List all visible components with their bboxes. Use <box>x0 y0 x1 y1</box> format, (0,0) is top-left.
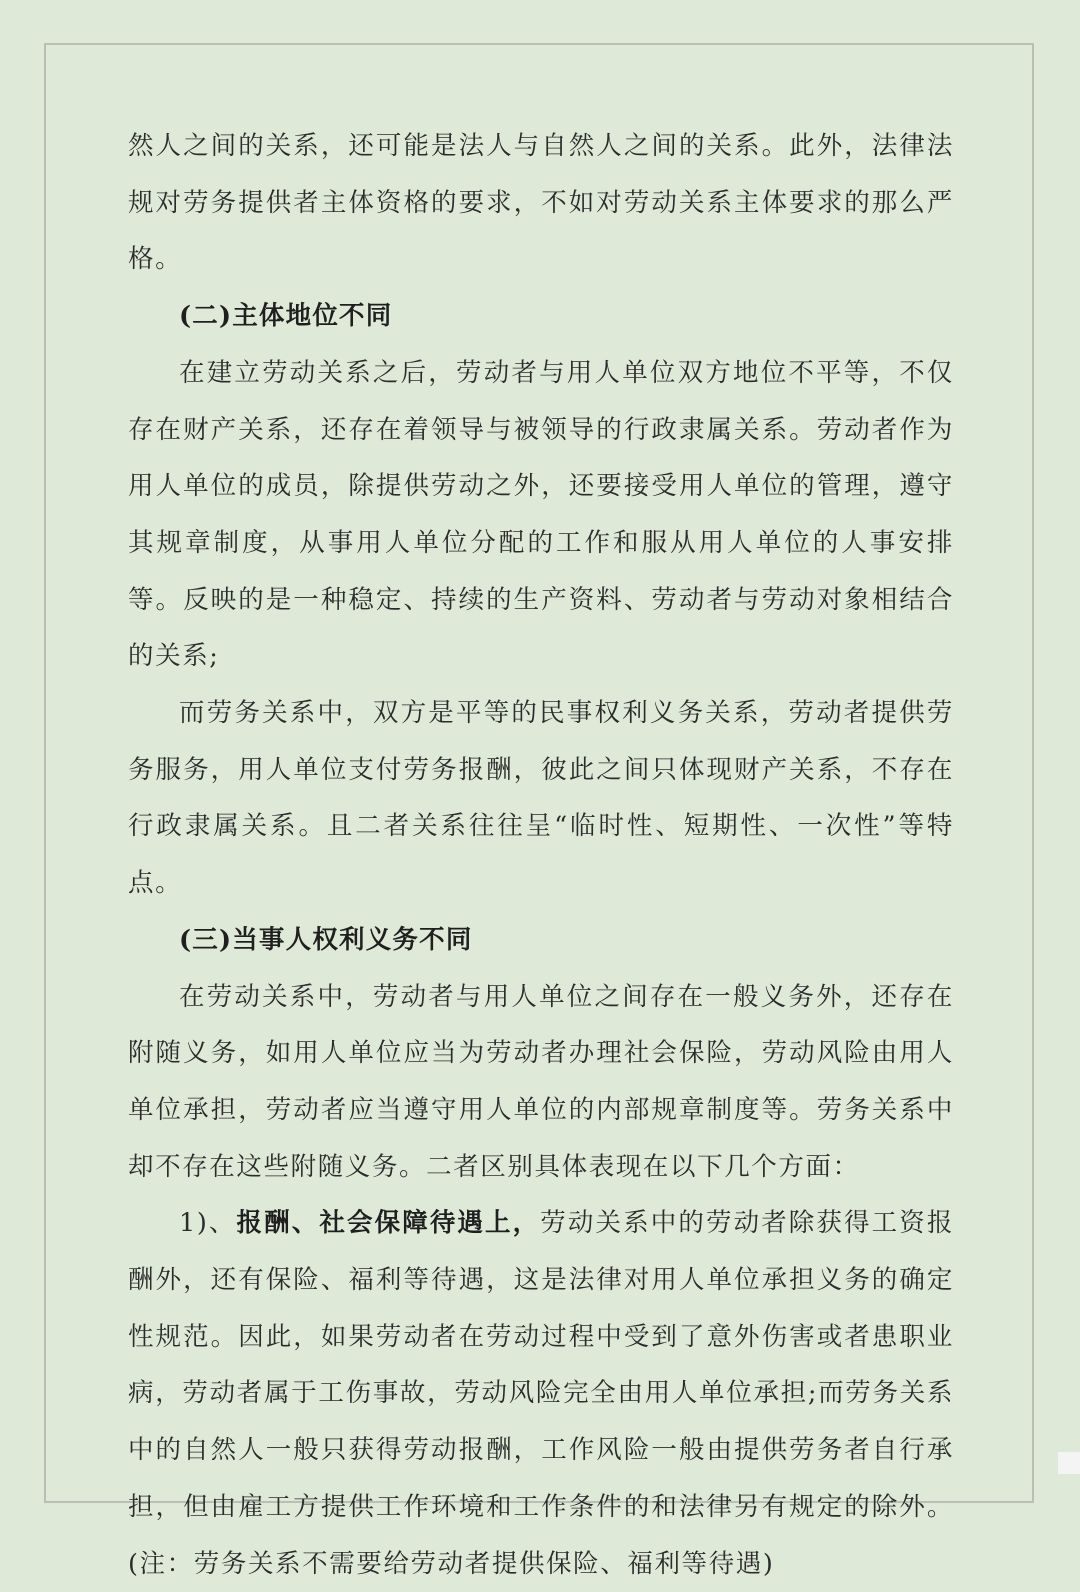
section-heading-rights-obligations: (三)当事人权利义务不同 <box>179 924 473 955</box>
list-number: 1)、 <box>179 1208 237 1239</box>
paragraph-remuneration-social-security <box>128 1195 954 1592</box>
paragraph-ancillary-obligations: 在劳动关系中，劳动者与用人单位之间存在一般义务外，还存在附随义务，如用人单位应当为劳动者办理社会保险，劳动风险由用人单位承担，劳动者应当遵守用人单位的内部规章制度等。劳务关系中却不存在这些附随义务。二者区别具体表现在以下几个方面： <box>128 981 954 1182</box>
section-heading-subject-status: (二)主体地位不同 <box>179 301 393 332</box>
document-body <box>128 118 954 1592</box>
list-lead-text: 报酬、社会保障待遇上， <box>236 1208 541 1239</box>
paragraph-labor-relation-status: 在建立劳动关系之后，劳动者与用人单位双方地位不平等，不仅存在财产关系，还存在着领导与被领导的行政隶属关系。劳动者作为用人单位的成员，除提供劳动之外，还要接受用人单位的管理，遵守其规章制度，从事用人单位分配的工作和服从用人单位的人事安排等。反映的是一种稳定、持续的生产资料、劳动者与劳动对象相结合的关系; <box>128 357 954 672</box>
paragraph-service-relation-status: 而劳务关系中，双方是平等的民事权利义务关系，劳动者提供劳务服务，用人单位支付劳务报酬，彼此之间只体现财产关系，不存在行政隶属关系。且二者关系往往呈“临时性、短期性、一次性”等特点。 <box>128 698 954 899</box>
list-body-text: 劳动关系中的劳动者除获得工资报酬外，还有保险、福利等待遇，这是法律对用人单位承担义务的确定性规范。因此，如果劳动者在劳动过程中受到了意外伤害或者患职业病，劳动者属于工伤事故，劳动风险完全由用人单位承担;而劳务关系中的自然人一般只获得劳动报酬，工作风险一般由提供劳务者自行承担，但由雇工方提供工作环境和工作条件的和法律另有规定的除外。(注：劳务关系不需要给劳动者提供保险、福利等待遇) <box>128 1208 954 1579</box>
corner-scroll-indicator <box>1058 1452 1080 1474</box>
paragraph-subject-qualification: 然人之间的关系，还可能是法人与自然人之间的关系。此外，法律法规对劳务提供者主体资格的要求，不如对劳动关系主体要求的那么严格。 <box>128 131 954 275</box>
